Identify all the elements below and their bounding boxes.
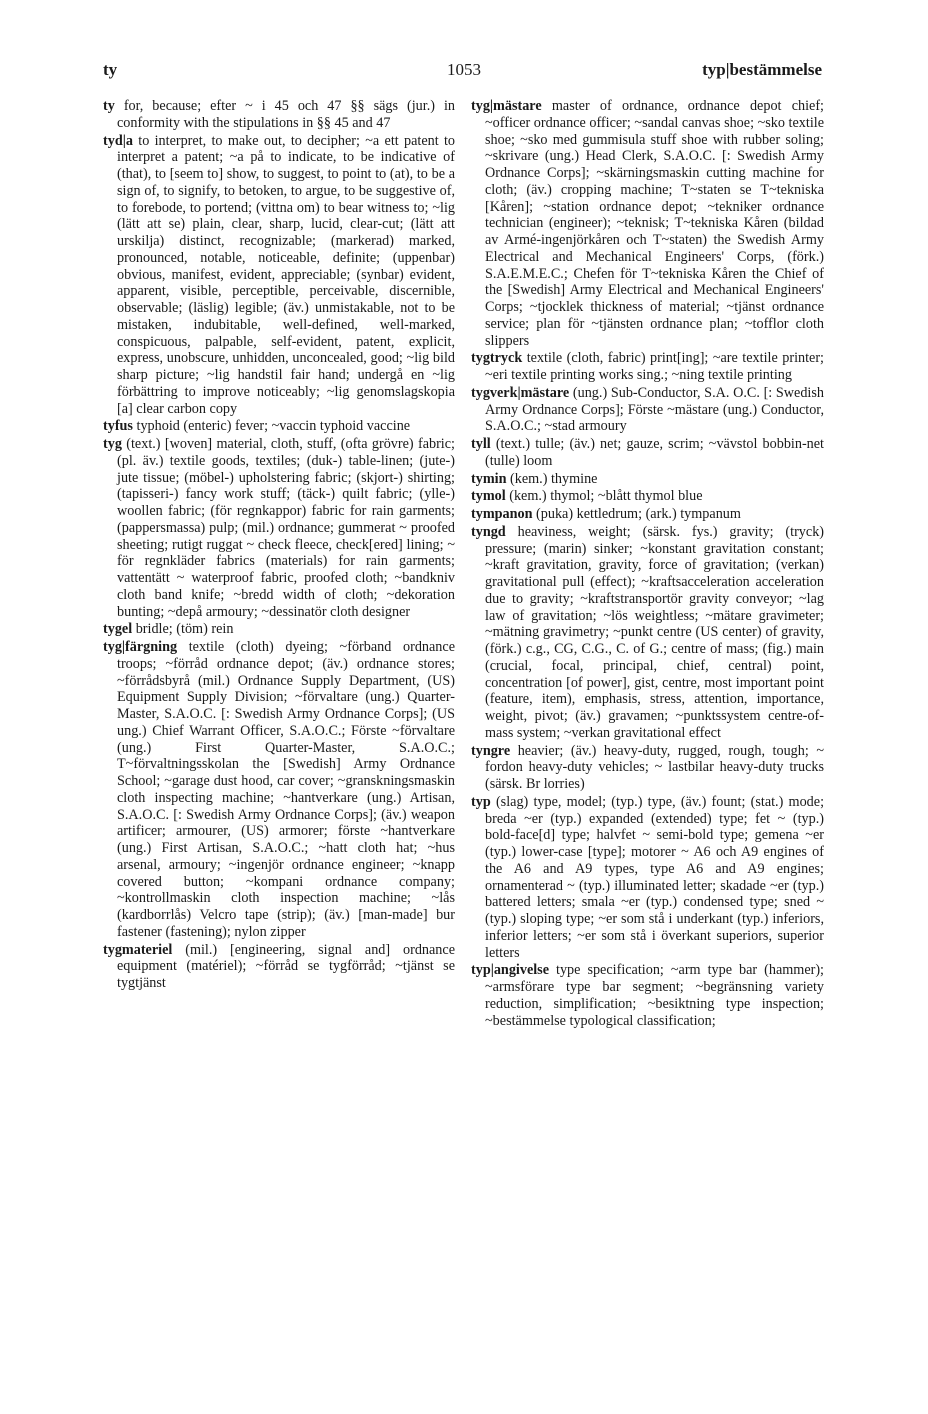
entry-definition: master of ordnance, ordnance depot chief; ~officer ordnance officer; ~sandal canvas shoe; ~sko textile shoe; ~sko med gummisula stuff shoe with rubber soling; ~skrivare (ung.) Head Clerk, S.A.O.C. [: Swedish Army Ordnance Corps]; ~skärningsmaskin cutting machine for cloth; (äv.) cropping machine; T~staten se T~tekniska [Kåren]; ~station ordnance depot; ~tekniker ordnance technician (engineer); ~teknisk; T~tekniska Kåren (bildad av Armé-ingenjörkåren och T~staten) the Swedish Army Electrical and Mechanical Engineers' Corps, (förk.) S.A.E.M.E.C.; Chefen för T~tekniska Kåren the Chief of the [Swedish] Army Electrical and Mechanical Engineers' Corps; ~tjocklek thickness of material; ~tjänst ordnance service; plan för ~tjänsten ordnance plan; ~tofflor cloth slippers <box>485 98 825 349</box>
entry-definition: textile (cloth) dyeing; ~förband ordnance troops; ~förråd ordnance depot; (äv.) ordnance stores; ~förrådsbyrå (mil.) Ordnance Supply Department, (US) Equipment Supply Division; ~förvaltare (ung.) Quarter-Master, S.A.O.C. [: Swedish Army Ordnance Corps]; (US ung.) Chief Warrant Officer, S.A.O.C.; Förste ~förvaltare (ung.) First Quarter-Master, S.A.O.C.; T~förvaltningsskolan the [Swedish] Army Ordnance School; ~garage dust hood, car cover; ~granskningsmaskin cloth inspecting machine; ~hantverkare (ung.) Artisan, S.A.O.C. [: Swedish Army Ordnance Corps]; (äv.) weapon artificer; armourer, (US) armorer; förste ~hantverkare (ung.) First Artisan, S.A.O.C.; ~hatt cloth hat; ~hus arsenal, armoury; ~ingenjör ordnance engineer; ~knapp covered button; ~kompani ordnance company; ~kontrollmaskin cloth inspection machine; ~lås (kardborrlås) Velcro tape (strip); (äv.) [man-made] bur fastener (fastening); nylon zipper <box>117 639 455 940</box>
entry-headword: tymin <box>471 470 507 487</box>
dictionary-entry <box>471 794 824 962</box>
left-column <box>103 98 455 993</box>
entry-headword: typ <box>471 793 491 810</box>
page-number: 1053 <box>447 60 481 79</box>
entry-headword: tyfus <box>103 418 133 435</box>
entry-definition: heaviness, weight; (särsk. fys.) gravity; (tryck) pressure; (marin) sinker; ~konstant gravitation constant; ~kraft gravitation, gravity, force of gravitation; (verkan) gravitational pull (effect); ~kraftsacceleration acceleration due to gravity; ~kraftstransportör gravity conveyor; ~lag law of gravitation; ~lös weightless; ~mätare gravimeter; ~mätning gravimetry; ~punkt centre (US center) of gravity, (förk.) c.g., CG, C.G., C. of G.; centre of mass; (fig.) main (crucial, focal, principal, chief, central) point, concentration [of power], gist, centre, most important point (feature, item), emphasis, stress, attention, importance, weight, pivot; (äv.) gravamen; ~punktssystem centre-of-mass system; ~verkan gravitational effect <box>485 523 825 741</box>
entry-definition: to interpret, to make out, to decipher; ~a ett patent to interpret a patent; ~a på to indicate, to be indicative of (that), to [seem to] show, to suggest, to point to (at), to be a sign of, to signify, to betoken, to argue, to be suggestive of, to forebode, to portend; (vittna om) to bear witness to; ~lig (lätt att se) plain, clear, sharp, lucid, clear-cut; (lätt att urskilja) distinct, recognizable; (markerad) marked, pronounced, notable, noticeable, definite; (uppenbar) obvious, manifest, evident, appreciable; (synbar) evident, apparent, visible, perceptible, perceivable, discernible, observable; (läslig) legible; (äv.) unmistakable, not to be mistaken, indubitable, well-defined, well-marked, conspicuous, palpable, self-evident, patent, explicit, express, unobscure, unhidden, unconcealed, good; ~lig bild sharp picture; ~lig handstil fair hand; undergå en ~lig förbättring to improve noticeably; ~lig genomslagskopia [a] clear carbon copy <box>117 132 456 417</box>
entry-definition: (kem.) thymine <box>510 470 598 487</box>
entry-definition: (slag) type, model; (typ.) type, (äv.) fount; (stat.) mode; breda ~er (typ.) expanded (extended) type; fet ~ (typ.) bold-face[d] type; halvfet ~ semi-bold type; gemena ~er (typ.) lower-case [type]; motorer ~ A6 och A9 engines of the A6 and A9 types, type A6 and A9 engines; ornamenterad ~ (typ.) illuminated letter; skadade ~er (typ.) battered letters; smala ~er (typ.) condensed type; sned ~ (typ.) sloping type; ~er som stå i underkant (typ.) inferiors, inferior letters; ~er som stå i överkant superiors, superior letters <box>485 793 825 961</box>
page-header <box>0 60 928 84</box>
dictionary-entry <box>471 962 824 1029</box>
dictionary-entry <box>471 506 824 523</box>
right-column <box>471 98 824 1030</box>
right-guide-word: typ|bestämmelse <box>702 60 822 79</box>
entry-headword: tygverk|mästare <box>471 384 570 401</box>
dictionary-entry <box>103 621 455 638</box>
dictionary-entry <box>103 133 455 418</box>
dictionary-entry <box>471 524 824 742</box>
entry-definition: typhoid (enteric) fever; ~vaccin typhoid vaccine <box>136 418 411 435</box>
dictionary-entry <box>471 350 824 384</box>
entry-definition: (ung.) Sub-Conductor, S.A. O.C. [: Swedish Army Ordnance Corps]; Förste ~mästare (ung.) Conductor, S.A.O.C.; ~stad armoury <box>485 384 824 435</box>
entry-definition: textile (cloth, fabric) print[ing]; ~are textile printer; ~eri textile printing works sing.; ~ning textile printing <box>485 350 825 383</box>
entry-definition: for, because; efter ~ i 45 och 47 §§ sägs (jur.) in conformity with the stipulations in §§ 45 and 47 <box>117 98 456 131</box>
dictionary-entry <box>471 488 824 505</box>
dictionary-entry <box>471 385 824 435</box>
entry-headword: tyngre <box>471 742 511 759</box>
entry-definition: (mil.) [engineering, signal and] ordnance equipment (matériel); ~förråd se tygförråd; ~tjänst se tygtjänst <box>117 941 455 991</box>
dictionary-entry <box>471 471 824 488</box>
dictionary-entry <box>103 418 455 435</box>
entry-headword: tygel <box>103 621 133 638</box>
entry-headword: typ|angivelse <box>471 962 550 979</box>
entry-headword: tymol <box>471 488 506 505</box>
entry-headword: tympanon <box>471 506 533 522</box>
left-guide-word: ty <box>103 60 118 79</box>
entry-headword: tyg|färgning <box>103 639 178 655</box>
entry-definition: type specification; ~arm type bar (hammer); ~armsförare type bar segment; ~begränsning variety reduction, simplification; ~besiktning type inspection; ~bestämmelse typological classification; <box>485 962 825 1029</box>
entry-headword: tyngd <box>471 523 506 540</box>
dictionary-entry <box>103 98 455 132</box>
dictionary-entry <box>103 639 455 941</box>
entry-definition: heavier; (äv.) heavy-duty, rugged, rough, tough; ~ fordon heavy-duty vehicles; ~ lastbilar heavy-duty trucks (särsk. Br lorries) <box>485 742 825 792</box>
entry-headword: tygtryck <box>471 350 523 367</box>
entry-headword: tyd|a <box>103 132 133 149</box>
entry-headword: tyg|mästare <box>471 98 542 114</box>
entry-headword: ty <box>103 98 115 114</box>
entry-headword: tyg <box>103 436 122 452</box>
dictionary-entry <box>471 436 824 470</box>
entry-headword: tyll <box>471 436 491 452</box>
entry-headword: tygmateriel <box>103 941 173 958</box>
dictionary-entry <box>103 942 455 992</box>
dictionary-entry <box>471 98 824 349</box>
entry-definition: (puka) kettledrum; (ark.) tympanum <box>536 506 741 522</box>
dictionary-entry <box>103 436 455 620</box>
dictionary-entry <box>471 743 824 793</box>
entry-definition: (text.) [woven] material, cloth, stuff, (ofta grövre) fabric; (pl. äv.) textile goods, textiles; (duk-) table-linen; (jute-) jute tissue; (möbel-) upholstering fabric; (skjort-) shirting; (tapisseri-) fancy work stuff; (täck-) quilt fabric; (ylle-) woollen fabric; (för regnkappor) fabric for rain garments; (pappersmassa) pulp; (mil.) ordnance; gummerat ~ proofed sheeting; rutigt ruggat ~ check fleece, check[ered] lining; ~ för regnkläder fabrics (materials) for rain garments; vattentätt ~ waterproof fabric, proofed cloth; ~bandkniv cloth band knife; ~bredd width of cloth; ~dekoration bunting; ~depå armoury; ~dessinatör cloth designer <box>117 436 455 620</box>
entry-definition: (text.) tulle; (äv.) net; gauze, scrim; ~vävstol bobbin-net (tulle) loom <box>485 436 825 469</box>
entry-definition: bridle; (töm) rein <box>135 621 234 638</box>
entry-definition: (kem.) thymol; ~blått thymol blue <box>509 488 703 505</box>
